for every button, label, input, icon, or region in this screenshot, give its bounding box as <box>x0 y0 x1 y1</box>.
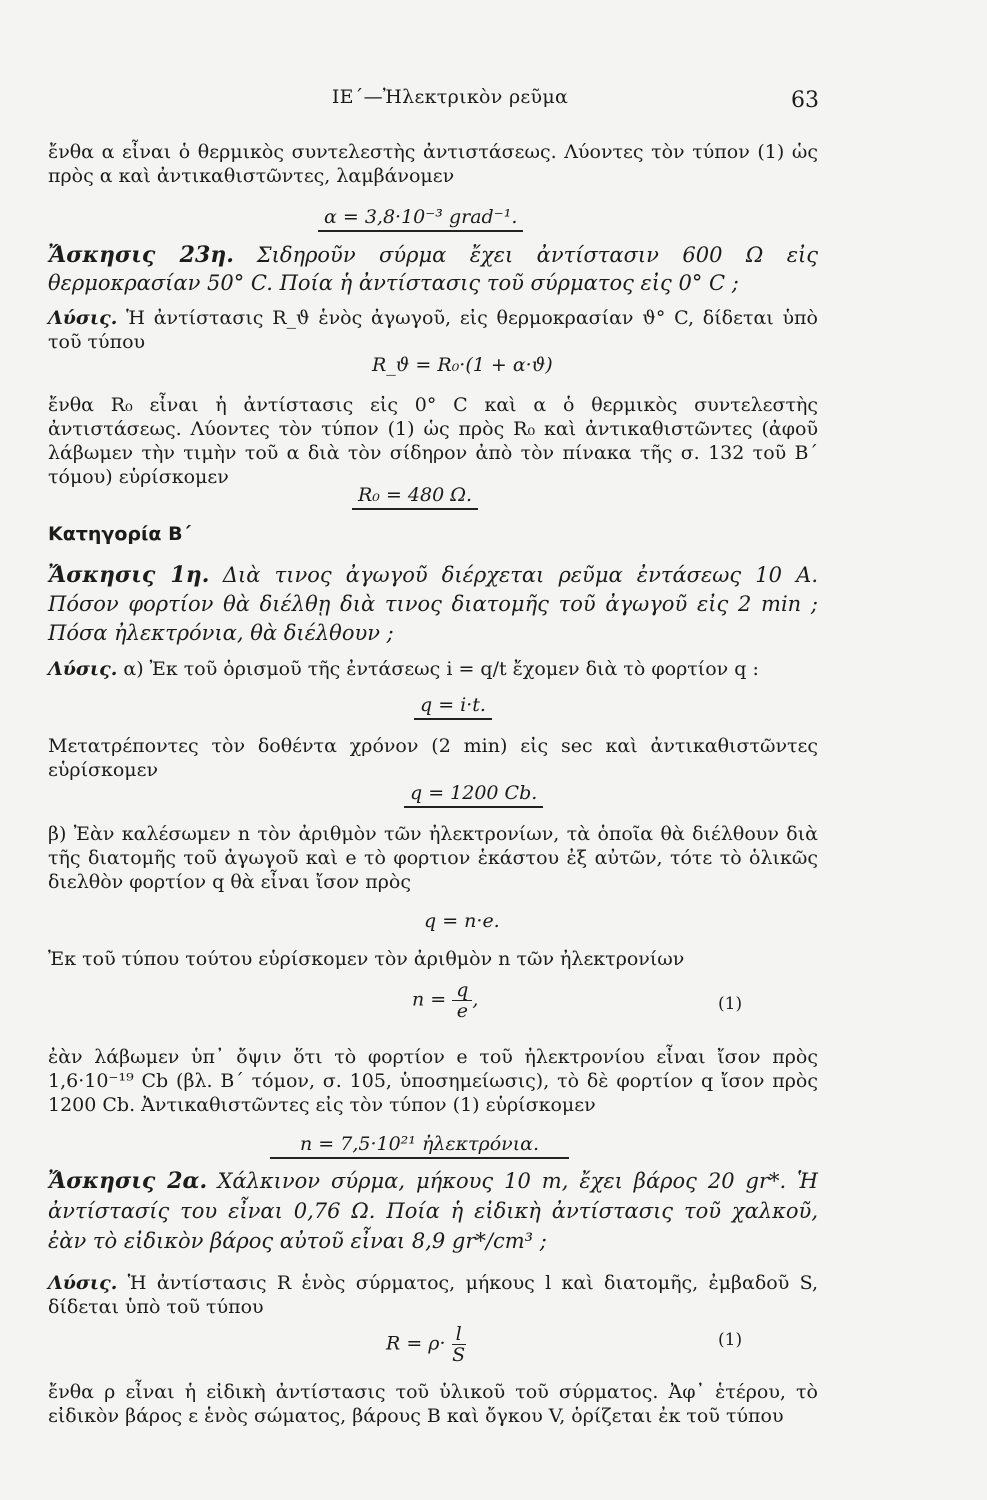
fraction-numerator-l: l <box>452 1324 466 1345</box>
equation-n-result-text: n = 7,5·10²¹ ἠλεκτρόνια. <box>270 1133 569 1159</box>
equation-resistivity <box>386 1324 466 1365</box>
exercise-1-body: Διὰ τινος ἀγωγοῦ διέρχεται ρεῦμα ἐντάσεως 10 Α. Πόσον φορτίον θὰ διέλθῃ διὰ τινος διατομῆς τοῦ ἀγωγοῦ εἰς 2 min ; Πόσα ἠλεκτρόνια, θὰ διέλθουν ; <box>48 563 818 645</box>
equation-q-ne: q = n·e. <box>424 910 500 932</box>
fraction-l-over-s <box>452 1324 466 1365</box>
exercise-2-after: ἔνθα ρ εἶναι ἡ εἰδικὴ ἀντίστασις τοῦ ὑλικοῦ τοῦ σύρματος. Ἀφ᾽ ἑτέρου, τὸ εἰδικὸν βάρος ε ἑνὸς σώματος, βάρους B καὶ ὄγκου V, ὁρίζεται ἐκ τοῦ τύπου <box>48 1381 818 1427</box>
equation-resistance-temp: R_ϑ = R₀·(1 + α·ϑ) <box>372 354 553 376</box>
equation-r0-result-text: R₀ = 480 Ω. <box>352 484 478 510</box>
equation-alpha-text: α = 3,8·10⁻³ grad⁻¹. <box>318 206 523 232</box>
exercise-1-para-a: Μετατρέποντες τὸν δοθέντα χρόνον (2 min) εἰς sec καὶ ἀντικαθιστῶντες εὑρίσκομεν <box>48 735 818 781</box>
section-heading: Κατηγορία Β΄ <box>48 523 191 545</box>
exercise-1 <box>48 561 818 648</box>
exercise-23-lysis-label: Λύσις. <box>48 307 118 329</box>
fraction-denominator: e <box>456 1000 468 1022</box>
equation-q-result-text: q = 1200 Cb. <box>404 782 543 808</box>
equation-q-it-text: q = i·t. <box>414 694 492 720</box>
fraction-denominator-s: S <box>452 1344 466 1366</box>
exercise-1-solution <box>48 657 818 681</box>
running-header: ΙΕ΄—Ἠλεκτρικὸν ρεῦμα <box>331 86 569 108</box>
exercise-2-solution <box>48 1271 818 1319</box>
equation-n-result <box>270 1133 569 1155</box>
equation-alpha <box>318 206 523 228</box>
equation-resistivity-lhs: R = ρ· <box>386 1332 446 1355</box>
exercise-2-title: Ἄσκησις 2α. <box>48 1168 208 1194</box>
equation-n-lhs: n = <box>412 988 447 1011</box>
exercise-2-lysis-text: Ἡ ἀντίστασις R ἑνὸς σύρματος, μήκους l καὶ διατομῆς, ἐμβαδοῦ S, δίδεται ὑπὸ τοῦ τύπου <box>48 1272 818 1318</box>
equation-number-1a: (1) <box>718 994 743 1014</box>
exercise-2 <box>48 1167 818 1257</box>
equation-n-fraction: n = $\frac{q}{e}$ , <box>412 979 479 1022</box>
exercise-1-para-c: Ἐκ τοῦ τύπου τούτου εὑρίσκομεν τὸν ἀριθμὸν n τῶν ἠλεκτρονίων <box>48 948 685 970</box>
exercise-23-body: Σιδηροῦν σύρμα ἔχει ἀντίστασιν 600 Ω εἰς θερμοκρασίαν 50° C. Ποία ἡ ἀντίστασις τοῦ σύρματος εἰς 0° C ; <box>48 243 818 295</box>
exercise-1-title: Ἄσκησις 1η. <box>48 562 210 588</box>
exercise-1-para-b: β) Ἐὰν καλέσωμεν n τὸν ἀριθμὸν τῶν ἠλεκτρονίων, τὰ ὁποῖα θὰ διέλθουν διὰ τῆς διατομῆς τοῦ ἀγωγοῦ καὶ e τὸ φορτιον ἑκάστου ἐξ αὐτῶν, τότε τὸ ὁλικῶς διελθὸν φορτίον q θὰ εἶναι ἴσον πρὸς <box>48 823 818 893</box>
equation-q-result <box>404 782 543 804</box>
exercise-23-lysis-text: Ἡ ἀντίστασις R_ϑ ἑνὸς ἀγωγοῦ, εἰς θερμοκρασίαν ϑ° C, δίδεται ὑπὸ τοῦ τύπου <box>48 307 818 353</box>
paragraph-intro: ἔνθα α εἶναι ὁ θερμικὸς συντελεστὴς ἀντιστάσεως. Λύοντες τὸν τύπον (1) ὡς πρὸς α καὶ ἀντικαθιστῶντες, λαμβάνομεν <box>48 141 818 187</box>
exercise-23-solution <box>48 306 818 354</box>
exercise-23-after: ἔνθα R₀ εἶναι ἡ ἀντίστασις εἰς 0° C καὶ α ὁ θερμικὸς συντελεστὴς ἀντιστάσεως. Λύοντες τὸν τύπον (1) ὡς πρὸς R₀ καὶ ἀντικαθιστῶντες (ἀφοῦ λάβωμεν τὴν τιμὴν τοῦ α διὰ τὸν σίδηρον ἀπὸ τὸν πίνακα τῆς σ. 132 τοῦ Β΄ τόμου) εὑρίσκομεν <box>48 394 818 488</box>
exercise-23-title: Ἄσκησις 23η. <box>48 242 234 268</box>
fraction-numerator: q <box>452 980 472 1001</box>
equation-r0-result <box>352 484 478 506</box>
exercise-2-body: Χάλκινον σύρμα, μήκους 10 m, ἔχει βάρος 20 gr*. Ἡ ἀντίστασίς του εἶναι 0,76 Ω. Ποία ἡ εἰδικὴ ἀντίστασις τοῦ χαλκοῦ, ἐὰν τὸ εἰδικὸν βάρος αὐτοῦ εἶναι 8,9 gr*/cm³ ; <box>48 1169 818 1253</box>
exercise-1-para-d: ἐὰν λάβωμεν ὑπ᾽ ὄψιν ὅτι τὸ φορτίον e τοῦ ἠλεκτρονίου εἶναι ἴσον πρὸς 1,6·10⁻¹⁹ Cb (βλ. Β΄ τόμον, σ. 105, ὑποσημείωσις), τὸ δὲ φορτίον q ἴσον πρὸς 1200 Cb. Ἀντικαθιστῶντες εἰς τὸν τύπον (1) εὑρίσκομεν <box>48 1046 818 1116</box>
exercise-23 <box>48 242 818 298</box>
exercise-2-lysis-label: Λύσις. <box>48 1272 118 1294</box>
equation-q-it <box>414 694 492 716</box>
exercise-1-lysis-text: α) Ἐκ τοῦ ὁρισμοῦ τῆς ἐντάσεως i = q/t ἔχομεν διὰ τὸ φορτίον q : <box>123 658 759 680</box>
fraction-q-over-e <box>452 980 472 1021</box>
page-number: 63 <box>791 88 819 113</box>
exercise-1-lysis-label: Λύσις. <box>48 658 118 680</box>
equation-number-1b: (1) <box>718 1330 743 1350</box>
